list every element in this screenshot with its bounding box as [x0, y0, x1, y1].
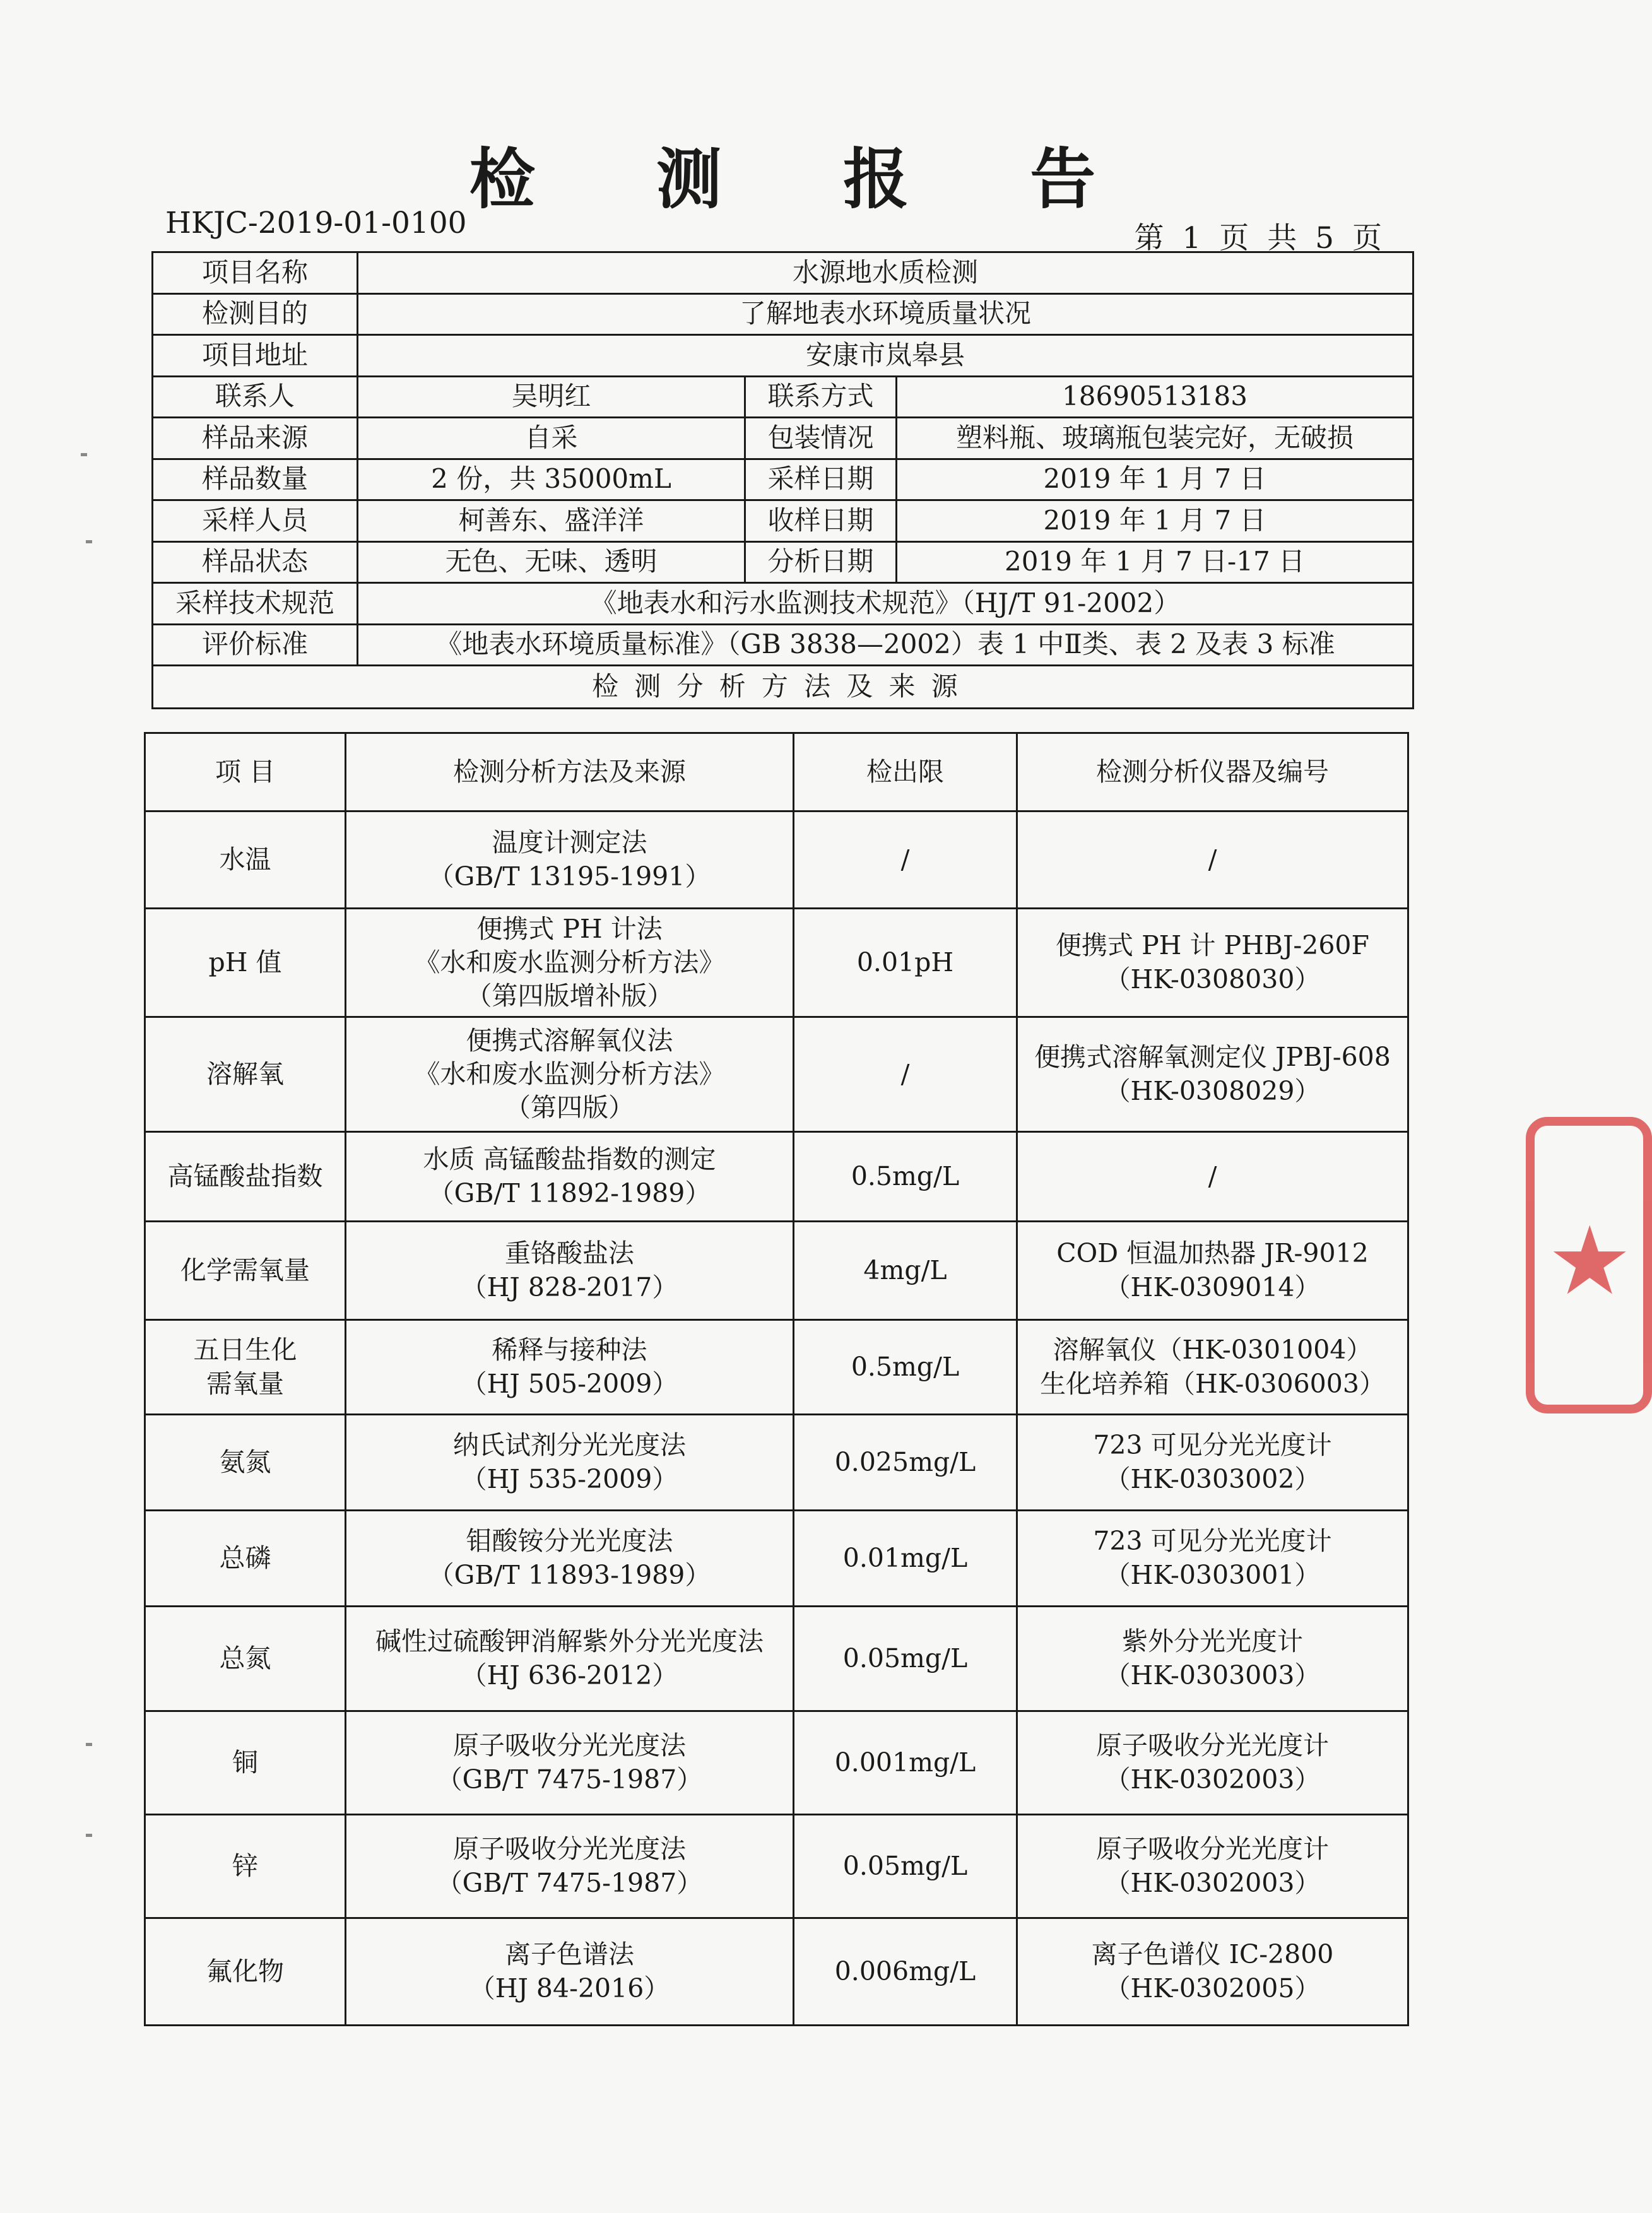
state-label: 样品状态 — [153, 541, 358, 583]
limit-cell: 0.01mg/L — [794, 1511, 1017, 1607]
table-row — [153, 624, 1413, 666]
method-cell — [346, 1918, 794, 2026]
quantity-value: 2 份，共 35000mL — [358, 459, 745, 500]
table-row — [153, 459, 1413, 500]
project-info-table — [151, 251, 1414, 709]
item-cell — [145, 1607, 346, 1711]
limit-cell: 4mg/L — [794, 1222, 1017, 1320]
instrument-cell-line: （HK-0303002） — [1104, 1463, 1321, 1494]
method-cell — [346, 1607, 794, 1711]
method-cell-line: （GB/T 13195-1991） — [428, 861, 711, 892]
method-cell-line: （GB/T 11892-1989） — [428, 1177, 711, 1208]
method-cell-line: （GB/T 7475-1987） — [436, 1867, 703, 1898]
item-cell — [145, 1711, 346, 1815]
item-cell — [145, 1511, 346, 1607]
method-cell — [346, 909, 794, 1017]
table-row — [145, 1222, 1408, 1320]
instrument-cell-line: 原子吸收分光光度计 — [1096, 1730, 1329, 1761]
method-cell-line: （GB/T 11893-1989） — [428, 1559, 711, 1590]
method-cell — [346, 1222, 794, 1320]
item-cell — [145, 909, 346, 1017]
table-row — [145, 811, 1408, 909]
table-row — [153, 583, 1413, 625]
item-cell — [145, 1132, 346, 1222]
address-value: 安康市岚皋县 — [358, 335, 1413, 377]
method-cell — [346, 1511, 794, 1607]
method-cell-line: （HJ 84-2016） — [469, 1973, 670, 2004]
instrument-cell-line: 723 可见分光光度计 — [1093, 1430, 1332, 1461]
item-cell-line: 铜 — [232, 1747, 258, 1778]
sampling-date-value: 2019 年 1 月 7 日 — [897, 459, 1413, 500]
instrument-cell — [1017, 1222, 1408, 1320]
instrument-cell — [1017, 909, 1408, 1017]
method-cell — [346, 1415, 794, 1511]
limit-cell: / — [794, 1017, 1017, 1132]
scan-mark — [86, 1743, 92, 1746]
item-cell — [145, 1815, 346, 1918]
project-name-label: 项目名称 — [153, 252, 358, 294]
method-cell — [346, 1320, 794, 1415]
table-row — [145, 1815, 1408, 1918]
instrument-cell-line: （HK-0308030） — [1104, 964, 1321, 994]
limit-cell: 0.025mg/L — [794, 1415, 1017, 1511]
table-row — [153, 376, 1413, 418]
item-cell — [145, 1918, 346, 2026]
item-cell-line: 五日生化 — [193, 1335, 297, 1366]
star-icon: ★ — [1547, 1207, 1632, 1316]
method-cell — [346, 811, 794, 909]
instrument-cell-line: （HK-0302003） — [1104, 1764, 1321, 1795]
report-title: 检 测 报 告 — [469, 140, 1145, 218]
contact-method-value: 18690513183 — [897, 376, 1413, 418]
item-cell-line: 水温 — [219, 844, 271, 875]
page-indicator: 第 1 页 共 5 页 — [1134, 221, 1382, 256]
method-cell-line: 碱性过硫酸钾消解紫外分光光度法 — [375, 1626, 764, 1657]
packaging-value: 塑料瓶、玻璃瓶包装完好，无破损 — [897, 418, 1413, 459]
item-cell — [145, 811, 346, 909]
method-cell-line: 离子色谱法 — [505, 1939, 634, 1970]
method-cell-line: 便携式 PH 计法 — [476, 913, 663, 944]
table-row — [145, 1711, 1408, 1815]
instrument-cell-line: 便携式 PH 计 PHBJ-260F — [1056, 930, 1369, 961]
sampler-value: 柯善东、盛洋洋 — [358, 500, 745, 542]
packaging-label: 包装情况 — [745, 418, 897, 459]
table-row — [153, 541, 1413, 583]
instrument-cell-line: / — [1208, 844, 1217, 875]
quantity-label: 样品数量 — [153, 459, 358, 500]
table-row — [145, 1415, 1408, 1511]
section-title: 检测分析方法及来源 — [153, 666, 1413, 709]
method-cell-line: 水质 高锰酸盐指数的测定 — [423, 1144, 716, 1175]
table-row — [145, 1132, 1408, 1222]
method-cell-line: 重铬酸盐法 — [505, 1238, 634, 1269]
limit-cell: 0.5mg/L — [794, 1132, 1017, 1222]
instrument-cell — [1017, 811, 1408, 909]
instrument-cell-line: （HK-0308029） — [1104, 1075, 1321, 1106]
method-cell-line: 原子吸收分光光度法 — [453, 1730, 686, 1761]
table-row — [145, 1918, 1408, 2026]
method-cell-line: 《水和废水监测分析方法》 — [414, 1058, 725, 1089]
limit-cell: 0.5mg/L — [794, 1320, 1017, 1415]
contact-method-label: 联系方式 — [745, 376, 897, 418]
purpose-value: 了解地表水环境质量状况 — [358, 293, 1413, 335]
instrument-cell — [1017, 1132, 1408, 1222]
table-row — [145, 909, 1408, 1017]
spec-label: 采样技术规范 — [153, 583, 358, 625]
item-cell-line: 总磷 — [219, 1542, 271, 1573]
analysis-date-value: 2019 年 1 月 7 日-17 日 — [897, 541, 1413, 583]
method-cell — [346, 1815, 794, 1918]
limit-cell: / — [794, 811, 1017, 909]
item-cell-line: pH 值 — [208, 947, 282, 977]
item-cell — [145, 1415, 346, 1511]
item-cell-line: 锌 — [232, 1850, 258, 1881]
limit-cell: 0.006mg/L — [794, 1918, 1017, 2026]
method-cell-line: 温度计测定法 — [492, 827, 647, 858]
method-cell-line: 原子吸收分光光度法 — [453, 1834, 686, 1865]
instrument-cell — [1017, 1511, 1408, 1607]
table-row — [145, 1607, 1408, 1711]
method-cell-line: 便携式溶解氧仪法 — [466, 1025, 673, 1056]
state-value: 无色、无味、透明 — [358, 541, 745, 583]
table-row — [153, 418, 1413, 459]
column-header-instrument: 检测分析仪器及编号 — [1017, 733, 1408, 811]
instrument-cell — [1017, 1415, 1408, 1511]
item-cell-line: 氨氮 — [219, 1446, 271, 1477]
table-row — [153, 666, 1413, 709]
method-cell-line: （第四版） — [505, 1092, 634, 1123]
item-cell-line: 总氮 — [219, 1643, 271, 1673]
limit-cell: 0.01pH — [794, 909, 1017, 1017]
instrument-cell-line: 离子色谱仪 IC-2800 — [1091, 1939, 1334, 1970]
instrument-cell-line: （HK-0303001） — [1104, 1559, 1321, 1590]
limit-cell: 0.001mg/L — [794, 1711, 1017, 1815]
instrument-cell-line: COD 恒温加热器 JR-9012 — [1056, 1238, 1369, 1269]
item-cell — [145, 1320, 346, 1415]
item-cell — [145, 1222, 346, 1320]
receive-date-value: 2019 年 1 月 7 日 — [897, 500, 1413, 542]
address-label: 项目地址 — [153, 335, 358, 377]
instrument-cell-line: （HK-0309014） — [1104, 1272, 1321, 1302]
receive-date-label: 收样日期 — [745, 500, 897, 542]
method-cell — [346, 1132, 794, 1222]
table-row — [145, 1511, 1408, 1607]
instrument-cell-line: 生化培养箱（HK-0306003） — [1040, 1368, 1385, 1399]
method-cell-line: 纳氏试剂分光光度法 — [453, 1430, 686, 1461]
item-cell-line: 化学需氧量 — [180, 1254, 310, 1285]
spec-value: 《地表水和污水监测技术规范》（HJ/T 91-2002） — [358, 583, 1413, 625]
instrument-cell-line: （HK-0303003） — [1104, 1660, 1321, 1691]
scan-mark — [86, 1834, 92, 1837]
instrument-cell — [1017, 1815, 1408, 1918]
method-cell-line: （第四版增补版） — [466, 981, 673, 1012]
contact-value: 吴明红 — [358, 376, 745, 418]
method-cell-line: （HJ 636-2012） — [461, 1660, 678, 1691]
item-cell-line: 高锰酸盐指数 — [167, 1160, 323, 1191]
table-row — [145, 1017, 1408, 1132]
table-row — [153, 293, 1413, 335]
table-row — [153, 252, 1413, 294]
method-cell — [346, 1017, 794, 1132]
method-cell-line: （HJ 505-2009） — [461, 1368, 678, 1399]
instrument-cell-line: 原子吸收分光光度计 — [1096, 1834, 1329, 1865]
source-value: 自采 — [358, 418, 745, 459]
source-label: 样品来源 — [153, 418, 358, 459]
contact-label: 联系人 — [153, 376, 358, 418]
scan-mark — [81, 453, 87, 456]
item-cell-line: 氟化物 — [206, 1956, 284, 1986]
analysis-date-label: 分析日期 — [745, 541, 897, 583]
instrument-cell-line: 紫外分光光度计 — [1122, 1626, 1303, 1657]
instrument-cell — [1017, 1017, 1408, 1132]
method-cell-line: （GB/T 7475-1987） — [436, 1764, 703, 1795]
report-number: HKJC-2019-01-0100 — [165, 206, 467, 240]
instrument-cell — [1017, 1320, 1408, 1415]
instrument-cell-line: / — [1208, 1160, 1217, 1191]
method-cell-line: 《水和废水监测分析方法》 — [414, 947, 725, 977]
method-cell-line: 稀释与接种法 — [492, 1335, 647, 1366]
column-header-limit: 检出限 — [794, 733, 1017, 811]
methods-table — [144, 732, 1409, 2026]
item-cell-line: 需氧量 — [206, 1368, 284, 1399]
instrument-cell-line: 便携式溶解氧测定仪 JPBJ-608 — [1034, 1042, 1391, 1073]
table-row — [153, 500, 1413, 542]
method-cell-line: （HJ 828-2017） — [461, 1272, 678, 1302]
limit-cell: 0.05mg/L — [794, 1815, 1017, 1918]
methods-header-row — [145, 733, 1408, 811]
standard-value: 《地表水环境质量标准》（GB 3838—2002）表 1 中Ⅱ类、表 2 及表 3 标准 — [358, 624, 1413, 666]
red-seal-stamp — [1526, 1117, 1652, 1413]
sampling-date-label: 采样日期 — [745, 459, 897, 500]
instrument-cell — [1017, 1711, 1408, 1815]
instrument-cell-line: （HK-0302003） — [1104, 1867, 1321, 1898]
method-cell-line: 钼酸铵分光光度法 — [466, 1526, 673, 1557]
standard-label: 评价标准 — [153, 624, 358, 666]
scan-mark — [86, 540, 92, 543]
method-cell — [346, 1711, 794, 1815]
instrument-cell — [1017, 1607, 1408, 1711]
instrument-cell-line: 723 可见分光光度计 — [1093, 1526, 1332, 1557]
purpose-label: 检测目的 — [153, 293, 358, 335]
table-row — [153, 335, 1413, 377]
column-header-item: 项 目 — [145, 733, 346, 811]
instrument-cell-line: 溶解氧仪（HK-0301004） — [1053, 1335, 1372, 1366]
column-header-method: 检测分析方法及来源 — [346, 733, 794, 811]
project-name-value: 水源地水质检测 — [358, 252, 1413, 294]
item-cell-line: 溶解氧 — [206, 1058, 284, 1089]
limit-cell: 0.05mg/L — [794, 1607, 1017, 1711]
table-row — [145, 1320, 1408, 1415]
instrument-cell — [1017, 1918, 1408, 2026]
method-cell-line: （HJ 535-2009） — [461, 1463, 678, 1494]
sampler-label: 采样人员 — [153, 500, 358, 542]
item-cell — [145, 1017, 346, 1132]
instrument-cell-line: （HK-0302005） — [1104, 1973, 1321, 2004]
